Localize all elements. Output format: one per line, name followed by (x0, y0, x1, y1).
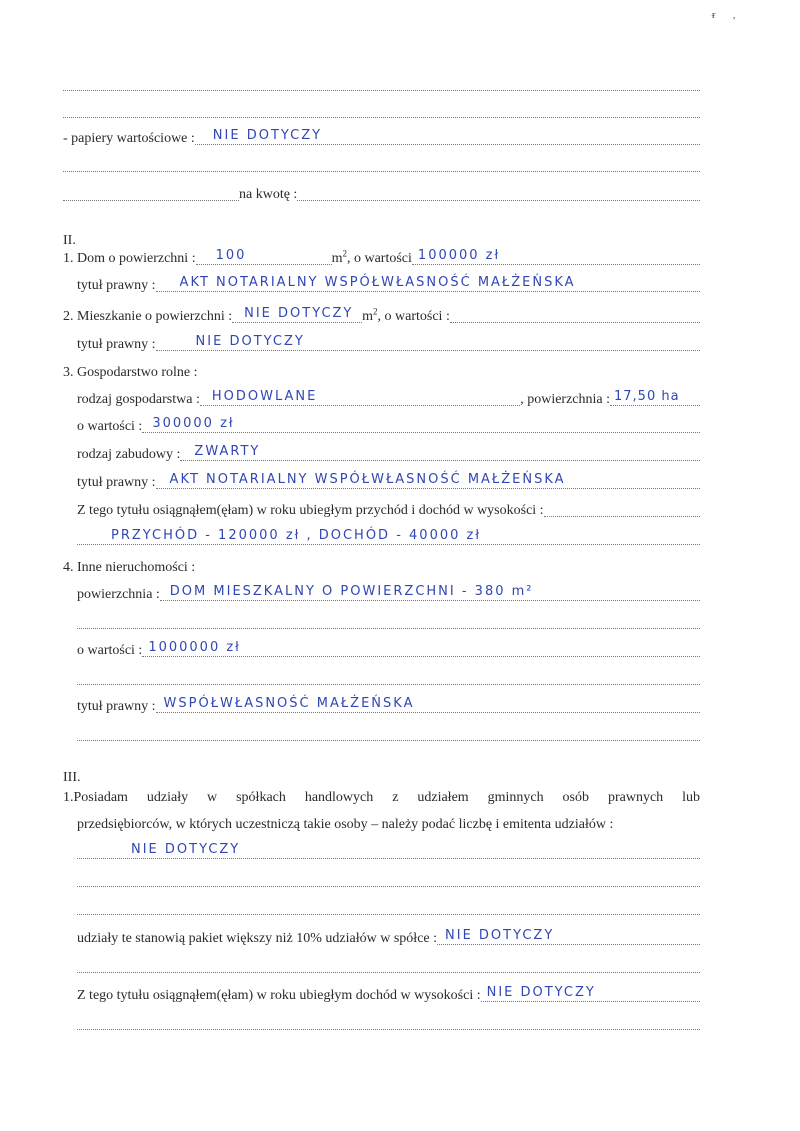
udzialy-para-2-row (77, 814, 700, 834)
section-heading-iii: III. (63, 770, 81, 785)
blank-line (63, 101, 700, 121)
udzialy-para-2: przedsiębiorców, w których uczestniczą takie osoby – należy podać liczbę i emitenta udziałów : (77, 817, 614, 832)
tytul-label: tytuł prawny : (77, 278, 156, 293)
gosp-title-row: tytuł prawny : AKT NOTARIALNY WSPÓŁWŁASNOŚĆ MAŁŻEŃSKA (77, 472, 700, 492)
inne-value-row: o wartości : 1000000 zł (77, 640, 700, 660)
dochod2-value: NIE DOTYCZY (486, 985, 596, 1000)
dom-area: 100 (215, 248, 247, 263)
dom-title: AKT NOTARIALNY WSPÓŁWŁASNOŚĆ MAŁŻEŃSKA (179, 275, 576, 290)
mieszkanie-title-row: tytuł prawny : NIE DOTYCZY (77, 334, 700, 354)
powierzchnia-value: 17,50 ha (614, 389, 680, 404)
section-heading-ii: II. (63, 233, 76, 248)
udzialy-value: NIE DOTYCZY (131, 842, 241, 857)
dom-row: 1. Dom o powierzchni : 100 $m^2$, o wartości 100000 zł (63, 248, 700, 268)
blank-line (77, 668, 700, 688)
inne-title: WSPÓŁWŁASNOŚĆ MAŁŻEŃSKA (163, 696, 415, 711)
gosp-label: 3. Gospodarstwo rolne : (63, 365, 198, 380)
udzialy-value-row (77, 842, 700, 862)
dom-value: 100000 zł (417, 248, 501, 263)
inne-value: 1000000 zł (148, 640, 241, 655)
blank-line (77, 612, 700, 632)
inne-area: DOM MIESZKALNY O POWIERZCHNI - 380 m² (169, 584, 534, 599)
inne-row (63, 557, 700, 577)
gosp-value-row: o wartości : 300000 zł (77, 416, 700, 436)
zabudowa-row: rodzaj zabudowy : ZWARTY (77, 444, 700, 464)
papiery-value: NIE DOTYCZY (212, 128, 323, 143)
mieszkanie-title: NIE DOTYCZY (195, 334, 305, 349)
gosp-row (63, 362, 700, 382)
mieszkanie-row: 2. Mieszkanie o powierzchni : NIE DOTYCZY $m^2$, o wartości : (63, 306, 700, 326)
dochod-value: PRZYCHÓD - 120000 zł , DOCHÓD - 40000 zł (111, 528, 482, 543)
dom-label: 1. Dom o powierzchni : (63, 251, 196, 266)
dochod-value-row (77, 528, 700, 548)
mieszkanie-area: NIE DOTYCZY (244, 306, 354, 321)
blank-line (77, 1013, 700, 1033)
papiery-label: - papiery wartościowe : (63, 131, 195, 146)
inne-title-row: tytuł prawny : WSPÓŁWŁASNOŚĆ MAŁŻEŃSKA (77, 696, 700, 716)
blank-line (63, 155, 700, 175)
gosp-value: 300000 zł (152, 416, 235, 431)
rodzaj-row: rodzaj gospodarstwa : HODOWLANE , powierzchnia : 17,50 ha (77, 389, 700, 409)
rodzaj-value: HODOWLANE (211, 389, 318, 404)
kwota-label: na kwotę : (239, 187, 298, 202)
zabudowa-value: ZWARTY (194, 444, 261, 459)
dom-title-row (77, 275, 700, 295)
pakiet-value: NIE DOTYCZY (445, 928, 555, 943)
udzialy-para-1: 1.Posiadam udziały w spółkach handlowych z udziałem gminnych osób prawnych lub (63, 790, 700, 805)
corner-mark: ᵲ , (712, 10, 736, 21)
kwota-row (63, 184, 700, 204)
pakiet-row: udziały te stanowią pakiet większy niż 10% udziałów w spółce : NIE DOTYCZY (77, 928, 700, 948)
dochod-row: Z tego tytułu osiągnąłem(ęłam) w roku ubiegłym przychód i dochód w wysokości : (77, 500, 700, 520)
gosp-title: AKT NOTARIALNY WSPÓŁWŁASNOŚĆ MAŁŻEŃSKA (169, 472, 566, 487)
blank-line (77, 870, 700, 890)
papiery-row (63, 128, 700, 148)
blank-line (77, 956, 700, 976)
inne-area-row: powierzchnia : DOM MIESZKALNY O POWIERZCHNI - 380 m² (77, 584, 700, 604)
dochod2-row: Z tego tytułu osiągnąłem(ęłam) w roku ubiegłym dochód w wysokości : NIE DOTYCZY (77, 985, 700, 1005)
inne-label: 4. Inne nieruchomości : (63, 560, 196, 575)
blank-line (63, 74, 700, 94)
mieszkanie-label: 2. Mieszkanie o powierzchni : (63, 309, 233, 324)
blank-line (77, 898, 700, 918)
blank-line (77, 724, 700, 744)
